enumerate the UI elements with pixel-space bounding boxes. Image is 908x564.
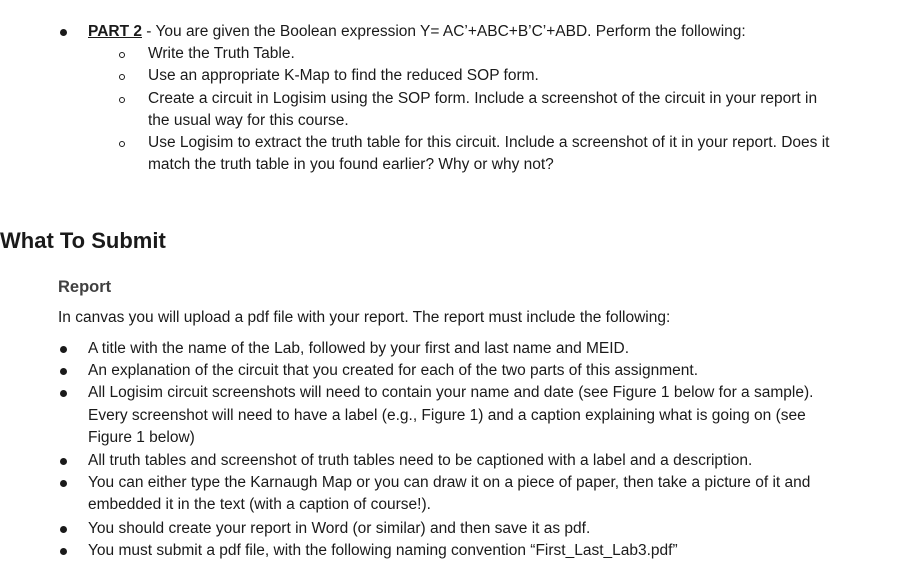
- list-bullet: [60, 458, 67, 465]
- part2-header: [88, 21, 746, 43]
- task-line: Use an appropriate K-Map to find the reduced SOP form.: [148, 67, 539, 84]
- task-line: Create a circuit in Logisim using the SOP form. Include a screenshot of the circuit in your report in: [148, 90, 818, 107]
- section-heading: What To Submit: [0, 228, 166, 253]
- report-subheading: Report: [58, 278, 112, 296]
- list-item: You can either type the Karnaugh Map or you can draw it on a piece of paper, then take a picture of it and: [88, 474, 811, 491]
- part2-intro: - You are given the Boolean expression Y= AC’+ABC+B’C’+ABD. Perform the following:: [141, 23, 746, 40]
- list-item: Figure 1 below): [88, 429, 195, 446]
- list-item: An explanation of the circuit that you created for each of the two parts of this assignment.: [88, 362, 699, 379]
- part2-label: PART 2: [88, 23, 142, 40]
- list-bullet: [60, 390, 67, 397]
- task-bullet: [119, 74, 125, 80]
- task-line: the usual way for this course.: [148, 112, 349, 129]
- list-bullet: [60, 526, 67, 533]
- list-item: You must submit a pdf file, with the following naming convention “First_Last_Lab3.pdf”: [88, 542, 678, 559]
- list-item: All Logisim circuit screenshots will need to contain your name and date (see Figure 1 below for a sample).: [88, 384, 814, 401]
- list-item: All truth tables and screenshot of truth tables need to be captioned with a label and a description.: [88, 452, 753, 469]
- list-item: embedded it in the text (with a caption of course!).: [88, 496, 431, 513]
- task-line: Use Logisim to extract the truth table for this circuit. Include a screenshot of it in your report. Does it: [148, 134, 830, 151]
- task-line: Write the Truth Table.: [148, 45, 295, 62]
- list-bullet: [60, 480, 67, 487]
- part2-bullet: [60, 29, 67, 36]
- list-bullet: [60, 346, 67, 353]
- task-line: match the truth table in you found earlier? Why or why not?: [148, 156, 554, 173]
- list-bullet: [60, 368, 67, 375]
- list-item: You should create your report in Word (or similar) and then save it as pdf.: [88, 520, 591, 537]
- list-bullet: [60, 548, 67, 555]
- list-item: A title with the name of the Lab, followed by your first and last name and MEID.: [88, 340, 630, 357]
- task-bullet: [119, 97, 125, 103]
- report-intro: In canvas you will upload a pdf file with your report. The report must include the following:: [58, 309, 671, 326]
- task-bullet: [119, 141, 125, 147]
- task-bullet: [119, 52, 125, 58]
- list-item: Every screenshot will need to have a label (e.g., Figure 1) and a caption explaining what is going on (see: [88, 407, 806, 424]
